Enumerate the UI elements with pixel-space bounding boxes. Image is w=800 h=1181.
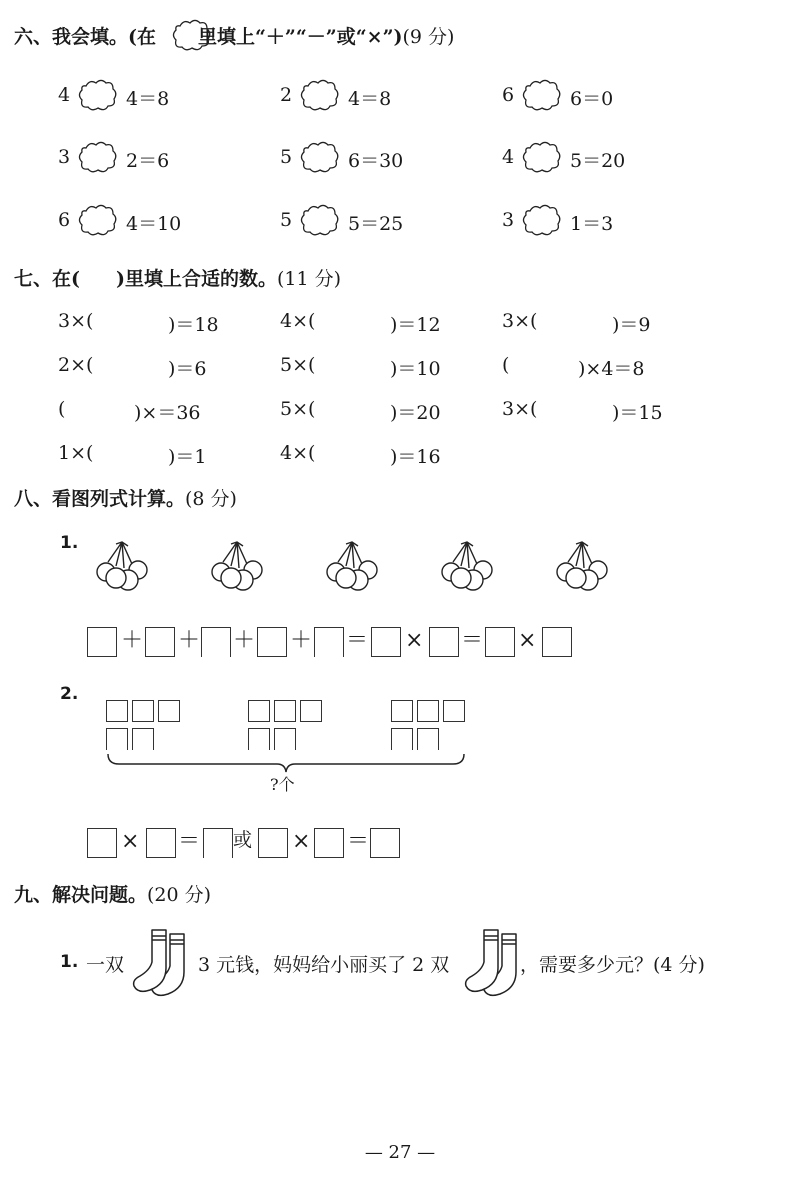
operator-sign: 或 xyxy=(233,829,253,851)
expression-right: )＝9 xyxy=(612,314,651,336)
equation-rest: 5＝20 xyxy=(570,150,626,172)
section6-score: (9 分) xyxy=(402,26,455,48)
square-shape xyxy=(248,728,270,750)
problem-text-a: 一双 xyxy=(86,954,125,976)
square-shape xyxy=(158,700,180,722)
expression-left: 3×( xyxy=(502,310,538,332)
cloud-blank[interactable] xyxy=(300,140,340,174)
square-shape xyxy=(132,700,154,722)
section7-heading xyxy=(14,264,341,291)
square-shape xyxy=(248,700,270,722)
operand: 6 xyxy=(502,84,515,106)
question-number: 1. xyxy=(60,952,79,972)
operator-sign: ＋ xyxy=(290,628,313,653)
cloud-icon xyxy=(172,18,212,52)
section7-score: (11 分) xyxy=(277,268,342,290)
cloud-blank[interactable] xyxy=(522,140,562,174)
section6-heading-post: 里填上“＋”“－”或“×”) xyxy=(198,26,403,48)
answer-blank[interactable] xyxy=(102,310,178,334)
cloud-blank[interactable] xyxy=(78,140,118,174)
expression-right: )＝20 xyxy=(390,402,441,424)
equation-rest: 2＝6 xyxy=(126,150,170,172)
answer-box[interactable] xyxy=(370,828,400,858)
expression-left: 3×( xyxy=(58,310,94,332)
answer-blank[interactable] xyxy=(102,442,178,466)
answer-box[interactable] xyxy=(314,627,344,657)
problem-text-c: ，需要多少元？(4 分) xyxy=(520,954,705,976)
cherry-bunch-icon xyxy=(212,542,262,590)
equation-rest: 4＝8 xyxy=(348,88,392,110)
answer-blank[interactable] xyxy=(324,398,400,422)
equation-rest: 4＝8 xyxy=(126,88,170,110)
square-shape xyxy=(106,728,128,750)
answer-blank[interactable] xyxy=(324,442,400,466)
operator-sign: × xyxy=(518,628,537,653)
section6-heading xyxy=(14,22,454,49)
square-shape xyxy=(274,728,296,750)
answer-box[interactable] xyxy=(314,828,344,858)
equation-rest: 4＝10 xyxy=(126,213,182,235)
square-shape xyxy=(443,700,465,722)
expression-left: 4×( xyxy=(280,442,316,464)
page-number: — 27 — xyxy=(364,1142,436,1163)
cloud-blank[interactable] xyxy=(522,78,562,112)
operator-sign: × xyxy=(121,829,140,854)
expression-right: )＝10 xyxy=(390,358,441,380)
answer-box[interactable] xyxy=(429,627,459,657)
section8-heading xyxy=(14,484,237,511)
operator-sign: ＝ xyxy=(347,829,370,854)
section7-heading-pre: 七、在( xyxy=(14,268,80,290)
equation-rest: 5＝25 xyxy=(348,213,404,235)
operator-sign: ＝ xyxy=(178,829,201,854)
operator-sign: ＋ xyxy=(233,628,256,653)
operand: 2 xyxy=(280,84,293,106)
operand: 6 xyxy=(58,209,71,231)
answer-box[interactable] xyxy=(203,828,233,858)
operand: 4 xyxy=(502,146,515,168)
expression-right: )×4＝8 xyxy=(578,358,645,380)
cloud-blank[interactable] xyxy=(522,203,562,237)
expression-right: )＝18 xyxy=(168,314,219,336)
answer-box[interactable] xyxy=(145,627,175,657)
square-shape xyxy=(132,728,154,750)
cherry-bunch-icon xyxy=(97,542,147,590)
answer-box[interactable] xyxy=(201,627,231,657)
operand: 5 xyxy=(280,146,293,168)
expression-right: )×＝36 xyxy=(134,402,201,424)
cloud-blank[interactable] xyxy=(300,78,340,112)
answer-box[interactable] xyxy=(542,627,572,657)
expression-left: 1×( xyxy=(58,442,94,464)
expression-left: ( xyxy=(58,398,66,420)
section6-heading-pre: 六、我会填。(在 xyxy=(14,26,156,48)
square-shape xyxy=(300,700,322,722)
answer-box[interactable] xyxy=(146,828,176,858)
expression-right: )＝12 xyxy=(390,314,441,336)
answer-blank[interactable] xyxy=(546,310,622,334)
cloud-blank[interactable] xyxy=(78,78,118,112)
answer-blank[interactable] xyxy=(102,354,178,378)
operand: 5 xyxy=(280,209,293,231)
operand: 3 xyxy=(502,209,515,231)
operand: 4 xyxy=(58,84,71,106)
answer-box[interactable] xyxy=(87,828,117,858)
operator-sign: ＋ xyxy=(121,628,144,653)
square-shape xyxy=(417,700,439,722)
cherry-bunch-icon xyxy=(442,542,492,590)
square-shape xyxy=(274,700,296,722)
square-shape xyxy=(391,700,413,722)
section8-heading-text: 八、看图列式计算。 xyxy=(14,488,186,510)
square-shape xyxy=(417,728,439,750)
section9-heading-text: 九、解决问题。 xyxy=(14,884,148,906)
operand: 3 xyxy=(58,146,71,168)
expression-right: )＝1 xyxy=(168,446,207,468)
answer-blank[interactable] xyxy=(546,398,622,422)
cherry-bunch-icon xyxy=(557,542,607,590)
cloud-blank[interactable] xyxy=(300,203,340,237)
question-number: 1. xyxy=(60,533,79,553)
square-shape xyxy=(391,728,413,750)
section9-score: (20 分) xyxy=(147,884,212,906)
answer-box[interactable] xyxy=(257,627,287,657)
problem-text-b: 3 元钱，妈妈给小丽买了 2 双 xyxy=(198,954,450,976)
section9-heading xyxy=(14,880,211,907)
operator-sign: × xyxy=(292,829,311,854)
answer-box[interactable] xyxy=(371,627,401,657)
answer-box[interactable] xyxy=(258,828,288,858)
operator-sign: ＝ xyxy=(461,628,484,653)
expression-right: )＝6 xyxy=(168,358,207,380)
equation-rest: 1＝3 xyxy=(570,213,614,235)
brace-label: ?个 xyxy=(270,775,295,794)
operator-sign: ＋ xyxy=(178,628,201,653)
expression-left: 5×( xyxy=(280,398,316,420)
square-shape xyxy=(106,700,128,722)
equation-rest: 6＝0 xyxy=(570,88,614,110)
section8-score: (8 分) xyxy=(185,488,237,510)
expression-right: )＝16 xyxy=(390,446,441,468)
socks-icon xyxy=(132,928,194,998)
expression-left: 4×( xyxy=(280,310,316,332)
answer-box[interactable] xyxy=(87,627,117,657)
expression-left: 5×( xyxy=(280,354,316,376)
answer-box[interactable] xyxy=(485,627,515,657)
expression-left: 2×( xyxy=(58,354,94,376)
expression-right: )＝15 xyxy=(612,402,663,424)
answer-blank[interactable] xyxy=(324,354,400,378)
socks-icon xyxy=(464,928,526,998)
answer-blank[interactable] xyxy=(324,310,400,334)
operator-sign: × xyxy=(405,628,424,653)
cloud-blank[interactable] xyxy=(78,203,118,237)
section7-heading-post: )里填上合适的数。 xyxy=(116,268,277,290)
question-number: 2. xyxy=(60,684,79,704)
equation-rest: 6＝30 xyxy=(348,150,404,172)
cherry-bunch-icon xyxy=(327,542,377,590)
expression-left: ( xyxy=(502,354,510,376)
cherries-icon-row xyxy=(92,538,652,604)
brace-icon xyxy=(107,752,465,774)
operator-sign: ＝ xyxy=(346,628,369,653)
expression-left: 3×( xyxy=(502,398,538,420)
